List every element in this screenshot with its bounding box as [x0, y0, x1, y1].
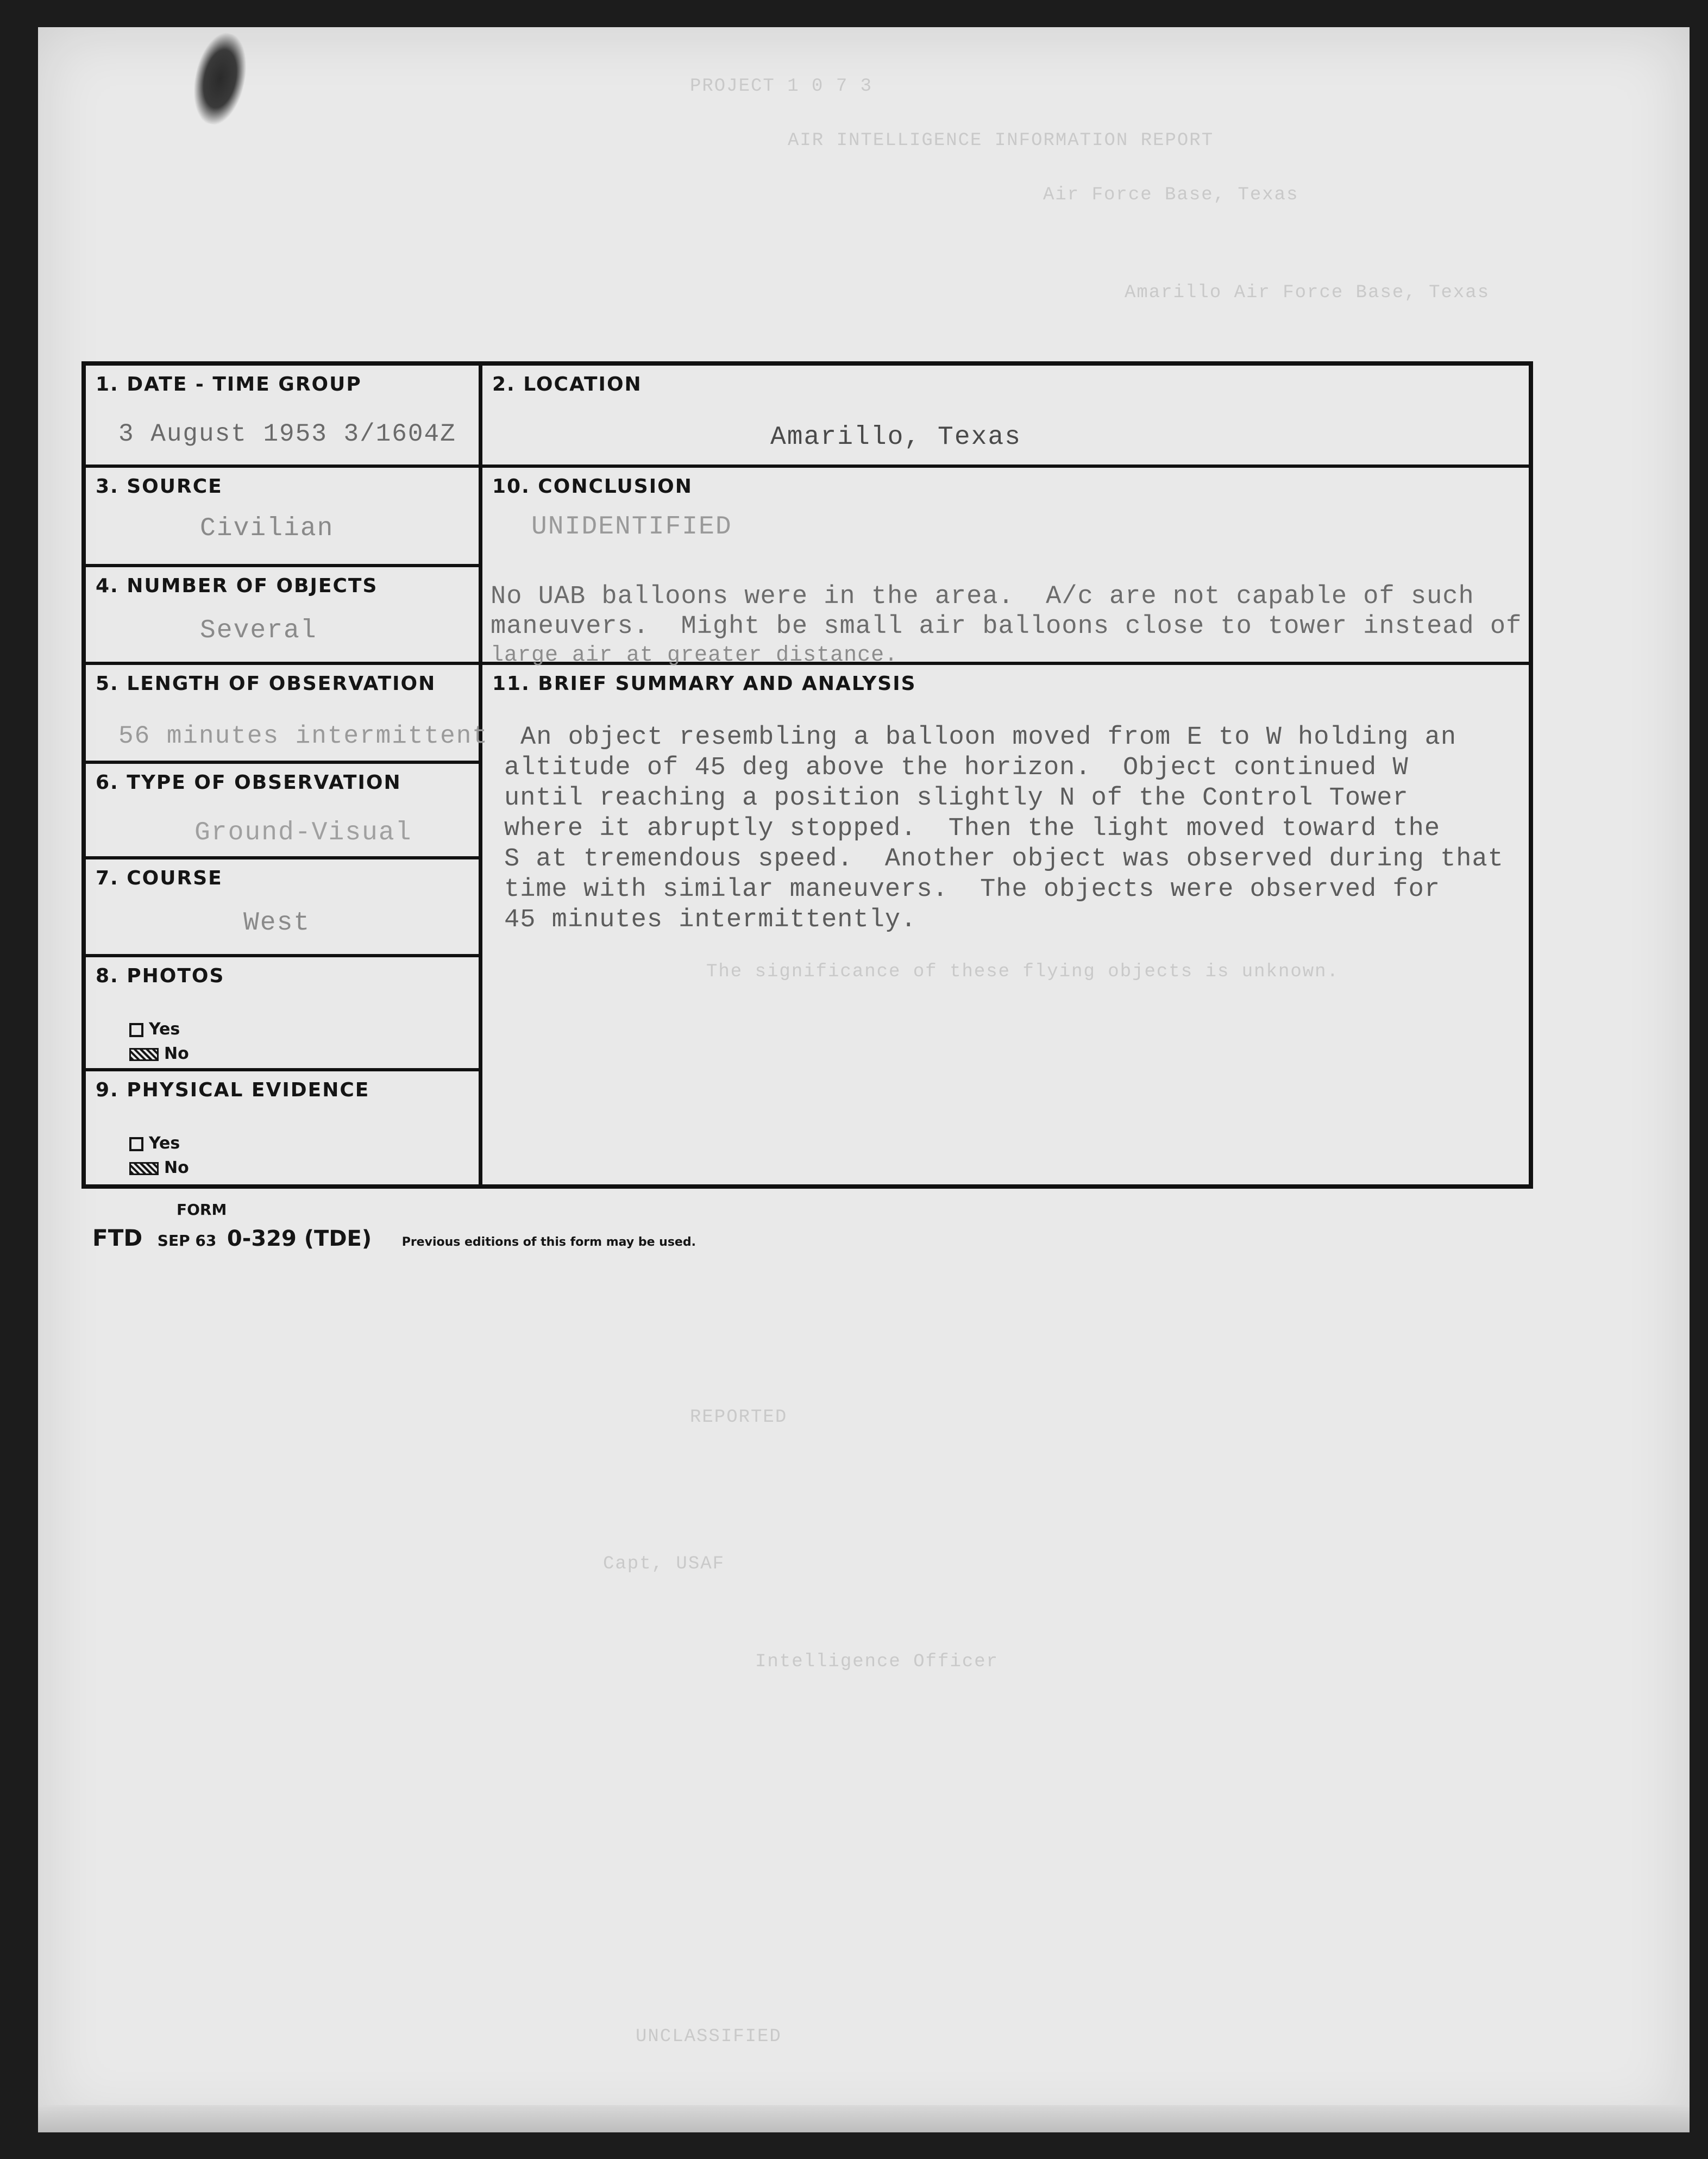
type-cell — [86, 764, 479, 856]
physical-yes-checkbox[interactable] — [129, 1137, 143, 1151]
type-value: Ground-Visual — [194, 818, 412, 848]
photos-yes-option[interactable] — [129, 1020, 180, 1039]
date-time-label: 1. DATE - TIME GROUP — [96, 373, 362, 396]
photos-no-label: No — [164, 1044, 189, 1063]
physical-yes-label: Yes — [149, 1134, 180, 1153]
summary-line: time with similar maneuvers. The objects were observed for — [504, 875, 1441, 904]
location-value: Amarillo, Texas — [770, 423, 1022, 452]
course-label: 7. COURSE — [96, 867, 223, 889]
physical-yes-option[interactable] — [129, 1134, 180, 1153]
date-time-cell — [86, 366, 479, 465]
conclusion-cell — [482, 468, 1623, 668]
photos-no-checkbox[interactable] — [129, 1048, 159, 1061]
project-card-form — [81, 361, 1533, 1189]
photos-label: 8. PHOTOS — [96, 965, 225, 987]
type-label: 6. TYPE OF OBSERVATION — [96, 771, 401, 794]
summary-line: where it abruptly stopped. Then the light moved toward the — [504, 814, 1441, 843]
location-cell — [482, 366, 1531, 465]
physical-no-label: No — [164, 1158, 189, 1177]
source-value: Civilian — [200, 514, 334, 543]
length-cell — [86, 665, 520, 761]
summary-label: 11. BRIEF SUMMARY AND ANALYSIS — [492, 673, 916, 695]
footer-ftd: FTD — [92, 1225, 143, 1251]
number-of-objects-cell — [86, 567, 479, 662]
conclusion-note-line: maneuvers. Might be small air balloons close to tower instead of — [491, 612, 1522, 641]
photos-cell — [86, 957, 479, 1068]
footer-form-word: FORM — [177, 1201, 227, 1219]
summary-line: until reaching a position slightly N of the Control Tower — [504, 784, 1409, 813]
conclusion-value: UNIDENTIFIED — [531, 512, 732, 542]
date-time-value: 3 August 1953 3/1604Z — [118, 420, 456, 448]
conclusion-note-line: No UAB balloons were in the area. A/c are not capable of such — [491, 582, 1474, 611]
summary-line: An object resembling a balloon moved from E to W holding an — [520, 723, 1457, 752]
bottom-edge — [38, 2105, 1690, 2132]
length-label: 5. LENGTH OF OBSERVATION — [96, 673, 436, 695]
source-label: 3. SOURCE — [96, 475, 223, 498]
source-cell — [86, 468, 479, 564]
photos-yes-label: Yes — [149, 1020, 180, 1039]
photos-yes-checkbox[interactable] — [129, 1023, 143, 1037]
summary-line: altitude of 45 deg above the horizon. Object continued W — [504, 754, 1409, 782]
number-of-objects-value: Several — [200, 616, 317, 645]
summary-line: S at tremendous speed. Another object was observed during that — [504, 845, 1504, 874]
conclusion-label: 10. CONCLUSION — [492, 475, 693, 498]
course-cell — [86, 859, 479, 954]
physical-no-option[interactable] — [129, 1158, 189, 1177]
number-of-objects-label: 4. NUMBER OF OBJECTS — [96, 575, 378, 597]
physical-no-checkbox[interactable] — [129, 1162, 159, 1175]
document-page: PROJECT 1 0 7 3 AIR INTELLIGENCE INFORMATION REPORT Air Force Base, Texas Amarillo Air Force Base, Texas The significance of these flying objects is unknown. REPORTED Capt, USAF Intelligence Officer UNCLASSIFIED — [38, 27, 1690, 2130]
photos-no-option[interactable] — [129, 1044, 189, 1063]
location-label: 2. LOCATION — [492, 373, 642, 396]
summary-cell — [482, 665, 1531, 1185]
conclusion-note-line: large air at greater distance. — [491, 643, 899, 668]
physical-evidence-cell — [86, 1071, 479, 1185]
footer-note: Previous editions of this form may be used. — [401, 1235, 696, 1249]
footer-sep: SEP 63 — [157, 1232, 217, 1250]
length-value: 56 minutes intermittent — [118, 722, 488, 750]
physical-evidence-label: 9. PHYSICAL EVIDENCE — [96, 1079, 370, 1101]
course-value: West — [243, 908, 311, 938]
footer-form-number: 0-329 (TDE) — [227, 1226, 372, 1251]
summary-line: 45 minutes intermittently. — [504, 906, 917, 934]
